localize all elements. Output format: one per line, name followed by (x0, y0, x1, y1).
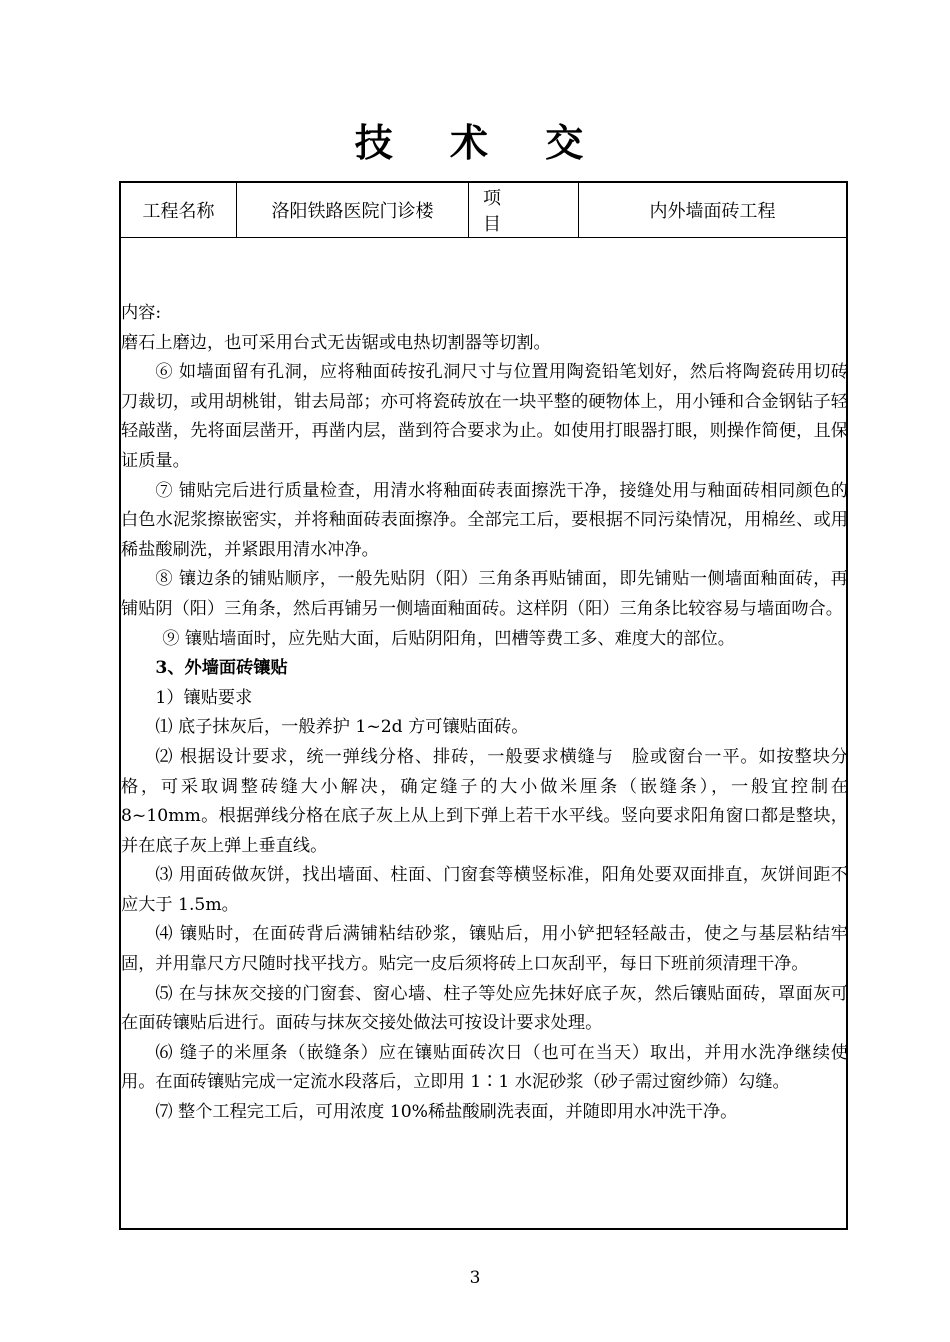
paragraph: ⑦ 铺贴完后进行质量检查，用清水将釉面砖表面擦洗干净，接缝处用与釉面砖相同颜色的白色水泥浆擦嵌密实，并将釉面砖表面擦净。全部完工后，要根据不同污染情况，用棉丝、或用稀盐酸刷洗，并紧跟用清水冲净。 (121, 480, 848, 560)
section-heading: 3、外墙面砖镶贴 (155, 658, 288, 679)
content-body (121, 299, 848, 1128)
content-label: 内容: (121, 303, 162, 323)
paragraph: ⑧ 镶边条的铺贴顺序，一般先贴阴（阳）三角条再贴铺面，即先铺贴一侧墙面釉面砖，再铺贴阴（阳）三角条，然后再铺另一侧墙面釉面砖。这样阴（阳）三角条比较容易与墙面吻合。 (121, 569, 848, 619)
paragraph: ⑸ 在与抹灰交接的门窗套、窗心墙、柱子等处应先抹好底子灰，然后镶贴面砖，罩面灰可在面砖镶贴后进行。面砖与抹灰交接处做法可按设计要求处理。 (121, 983, 848, 1034)
project-name-value: 洛阳铁路医院门诊楼 (237, 183, 469, 237)
paragraph: ⑥ 如墙面留有孔洞，应将釉面砖按孔洞尺寸与位置用陶瓷铅笔划好，然后将陶瓷砖用切砖刀裁切，或用胡桃钳，钳去局部；亦可将瓷砖放在一块平整的硬物体上，用小锤和合金钢钻子轻轻敲凿，先将面层凿开，再凿内层，凿到符合要求为止。如使用打眼器打眼，则操作简便，且保证质量。 (121, 362, 848, 471)
paragraph: ⑵ 根据设计要求，统一弹线分格、排砖，一般要求横缝与 脸或窗台一平。如按整块分格，可采取调整砖缝大小解决，确定缝子的大小做米厘条（嵌缝条），一般宜控制在 8~10mm。根据弹线分格在底子灰上从上到下弹上若干水平线。竖向要求阳角窗口都是整块，并在底子灰上弹上垂直线。 (121, 746, 848, 856)
project-name-label: 工程名称 (121, 183, 237, 237)
page-number: 3 (469, 1268, 481, 1288)
paragraph: ⑺ 整个工程完工后，可用浓度 10%稀盐酸刷洗表面，并随即用水冲洗干净。 (155, 1102, 738, 1123)
paragraph: ⑶ 用面砖做灰饼，找出墙面、柱面、门窗套等横竖标准，阳角处要双面排直，灰饼间距不应大于 1.5m。 (121, 865, 848, 915)
paragraph: ⑹ 缝子的米厘条（嵌缝条）应在镶贴面砖次日（也可在当天）取出，并用水洗净继续使用。在面砖镶贴完成一定流水段落后，立即用 1∶1 水泥砂浆（砂子需过窗纱筛）勾缝。 (121, 1042, 848, 1093)
paragraph: ⑴ 底子抹灰后，一般养护 1~2d 方可镶贴面砖。 (155, 717, 529, 738)
disclosure-table (119, 181, 848, 1230)
paragraph: ⑷ 镶贴时，在面砖背后满铺粘结砂浆，镶贴后，用小铲把轻轻敲击，使之与基层粘结牢固，并用靠尺方尺随时找平找方。贴完一皮后须将砖上口灰刮平，每日下班前须清理干净。 (121, 924, 848, 975)
item-label: 项 目 (469, 183, 579, 237)
paragraph: ⑨ 镶贴墙面时，应先贴大面，后贴阴阳角，凹槽等费工多、难度大的部位。 (162, 628, 735, 649)
header-row (121, 183, 846, 238)
paragraph: 磨石上磨边，也可采用台式无齿锯或电热切割器等切割。 (121, 332, 551, 353)
item-value: 内外墙面砖工程 (649, 201, 776, 222)
document-title: 技 术 交 (354, 120, 606, 165)
subsection-heading: 1）镶贴要求 (155, 687, 253, 708)
